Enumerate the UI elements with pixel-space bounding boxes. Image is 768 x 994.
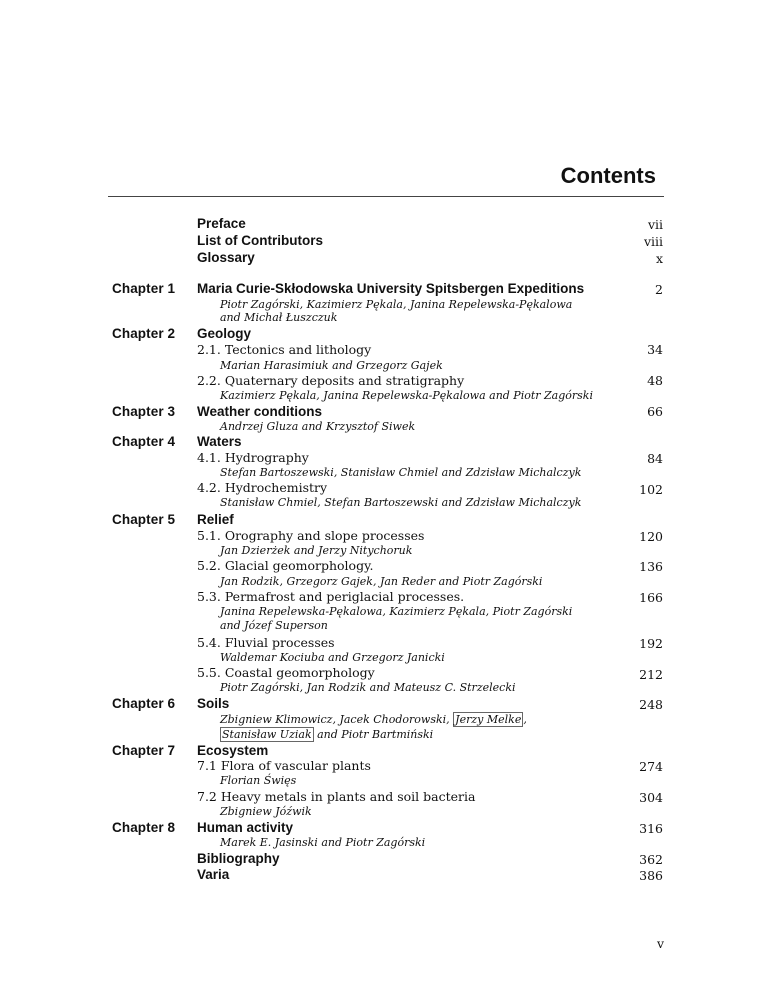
section-authors: Waldemar Kociuba and Grzegorz Janicki <box>220 651 445 664</box>
toc-page-number: 120 <box>639 529 663 544</box>
section-label: 7.1 Flora of vascular plants <box>197 758 371 773</box>
toc-page-number: 48 <box>647 373 663 388</box>
section-authors: Piotr Zagórski, Jan Rodzik and Mateusz C. Strzelecki <box>220 681 516 694</box>
toc-page-number: 248 <box>639 697 663 712</box>
section-authors: Marian Harasimiuk and Grzegorz Gajek <box>220 359 443 372</box>
toc-page-number: 66 <box>647 404 663 419</box>
section-authors: Stanisław Chmiel, Stefan Bartoszewski and Zdzisław Michalczyk <box>220 496 582 509</box>
highlighted-author[interactable]: Jerzy Melke <box>455 713 522 726</box>
chapter-title: Weather conditions <box>197 404 323 419</box>
section-label: 5.1. Orography and slope processes <box>197 528 425 543</box>
chapter-label: Chapter 2 <box>112 326 176 341</box>
chapter-authors: and Michał Łuszczuk <box>220 311 338 324</box>
chapter-title: Relief <box>197 512 234 527</box>
toc-page-number: 362 <box>639 852 663 867</box>
section-authors: Janina Repelewska-Pękalowa, Kazimierz Pękala, Piotr Zagórski <box>220 605 573 618</box>
chapter-title: Human activity <box>197 820 294 835</box>
chapter-title: Ecosystem <box>197 743 269 758</box>
chapter-title: Maria Curie-Skłodowska University Spitsbergen Expeditions <box>197 281 585 296</box>
section-authors: Zbigniew Jóźwik <box>220 805 312 818</box>
section-authors: Stefan Bartoszewski, Stanisław Chmiel and Zdzisław Michalczyk <box>220 466 582 479</box>
toc-page-number: x <box>655 251 663 266</box>
toc-page-number: 304 <box>639 790 663 805</box>
toc-page-number: 212 <box>639 667 663 682</box>
chapter-authors: Marek E. Jasinski and Piotr Zagórski <box>220 836 426 849</box>
section-label: 4.1. Hydrography <box>197 450 309 465</box>
chapter-title: Soils <box>197 696 230 711</box>
author-text: , <box>523 713 527 726</box>
toc-page-number: 84 <box>647 451 663 466</box>
page-folio: v <box>656 936 664 951</box>
toc-page-number: vii <box>647 217 663 232</box>
author-text: Zbigniew Klimowicz, Jacek Chodorowski, <box>220 713 454 726</box>
section-authors: Jan Rodzik, Grzegorz Gajek, Jan Reder and Piotr Zagórski <box>220 575 543 588</box>
page-title: Contents <box>560 163 656 188</box>
section-label: 2.2. Quaternary deposits and stratigraphy <box>197 373 465 388</box>
chapter-label: Chapter 6 <box>112 696 176 711</box>
toc-page-number: 386 <box>639 868 663 883</box>
toc-entry-label: List of Contributors <box>197 233 323 248</box>
chapter-authors <box>220 728 433 741</box>
highlighted-author[interactable]: Stanisław Uziak <box>222 728 312 741</box>
toc-entry-label: Glossary <box>197 250 255 265</box>
toc-entry-label: Varia <box>197 867 230 882</box>
section-authors: Jan Dzierżek and Jerzy Nitychoruk <box>220 544 413 557</box>
chapter-authors: Andrzej Gluza and Krzysztof Siwek <box>220 420 416 433</box>
toc-page-number: 102 <box>639 482 663 497</box>
section-label: 5.2. Glacial geomorphology. <box>197 558 374 573</box>
toc-entry-label: Preface <box>197 216 246 231</box>
section-label: 5.5. Coastal geomorphology <box>197 665 375 680</box>
section-label: 5.3. Permafrost and periglacial processes. <box>197 589 465 604</box>
chapter-label: Chapter 5 <box>112 512 176 527</box>
toc-page-number: 2 <box>655 282 663 297</box>
section-label: 5.4. Fluvial processes <box>197 635 335 650</box>
author-text: and Piotr Bartmiński <box>313 728 434 741</box>
section-authors: Florian Święs <box>220 774 297 787</box>
toc-page-number: 166 <box>639 590 663 605</box>
toc-entry-label: Bibliography <box>197 851 280 866</box>
toc-page-number: viii <box>643 234 663 249</box>
chapter-authors: Piotr Zagórski, Kazimierz Pękala, Janina Repelewska-Pękalowa <box>220 298 573 311</box>
toc-page-number: 34 <box>647 342 663 357</box>
toc-page-number: 316 <box>639 821 663 836</box>
chapter-label: Chapter 4 <box>112 434 176 449</box>
section-label: 4.2. Hydrochemistry <box>197 480 328 495</box>
title-rule <box>108 196 664 197</box>
chapter-authors <box>220 713 527 726</box>
section-label: 7.2 Heavy metals in plants and soil bacteria <box>197 789 476 804</box>
chapter-label: Chapter 1 <box>112 281 176 296</box>
toc-page-number: 192 <box>639 636 663 651</box>
toc-page-number: 274 <box>639 759 663 774</box>
chapter-title: Waters <box>197 434 242 449</box>
toc-page-number: 136 <box>639 559 663 574</box>
section-label: 2.1. Tectonics and lithology <box>197 342 372 357</box>
section-authors: and Józef Superson <box>220 619 328 632</box>
chapter-label: Chapter 7 <box>112 743 176 758</box>
chapter-label: Chapter 3 <box>112 404 176 419</box>
chapter-label: Chapter 8 <box>112 820 176 835</box>
chapter-title: Geology <box>197 326 252 341</box>
section-authors: Kazimierz Pękala, Janina Repelewska-Pękalowa and Piotr Zagórski <box>220 389 593 402</box>
